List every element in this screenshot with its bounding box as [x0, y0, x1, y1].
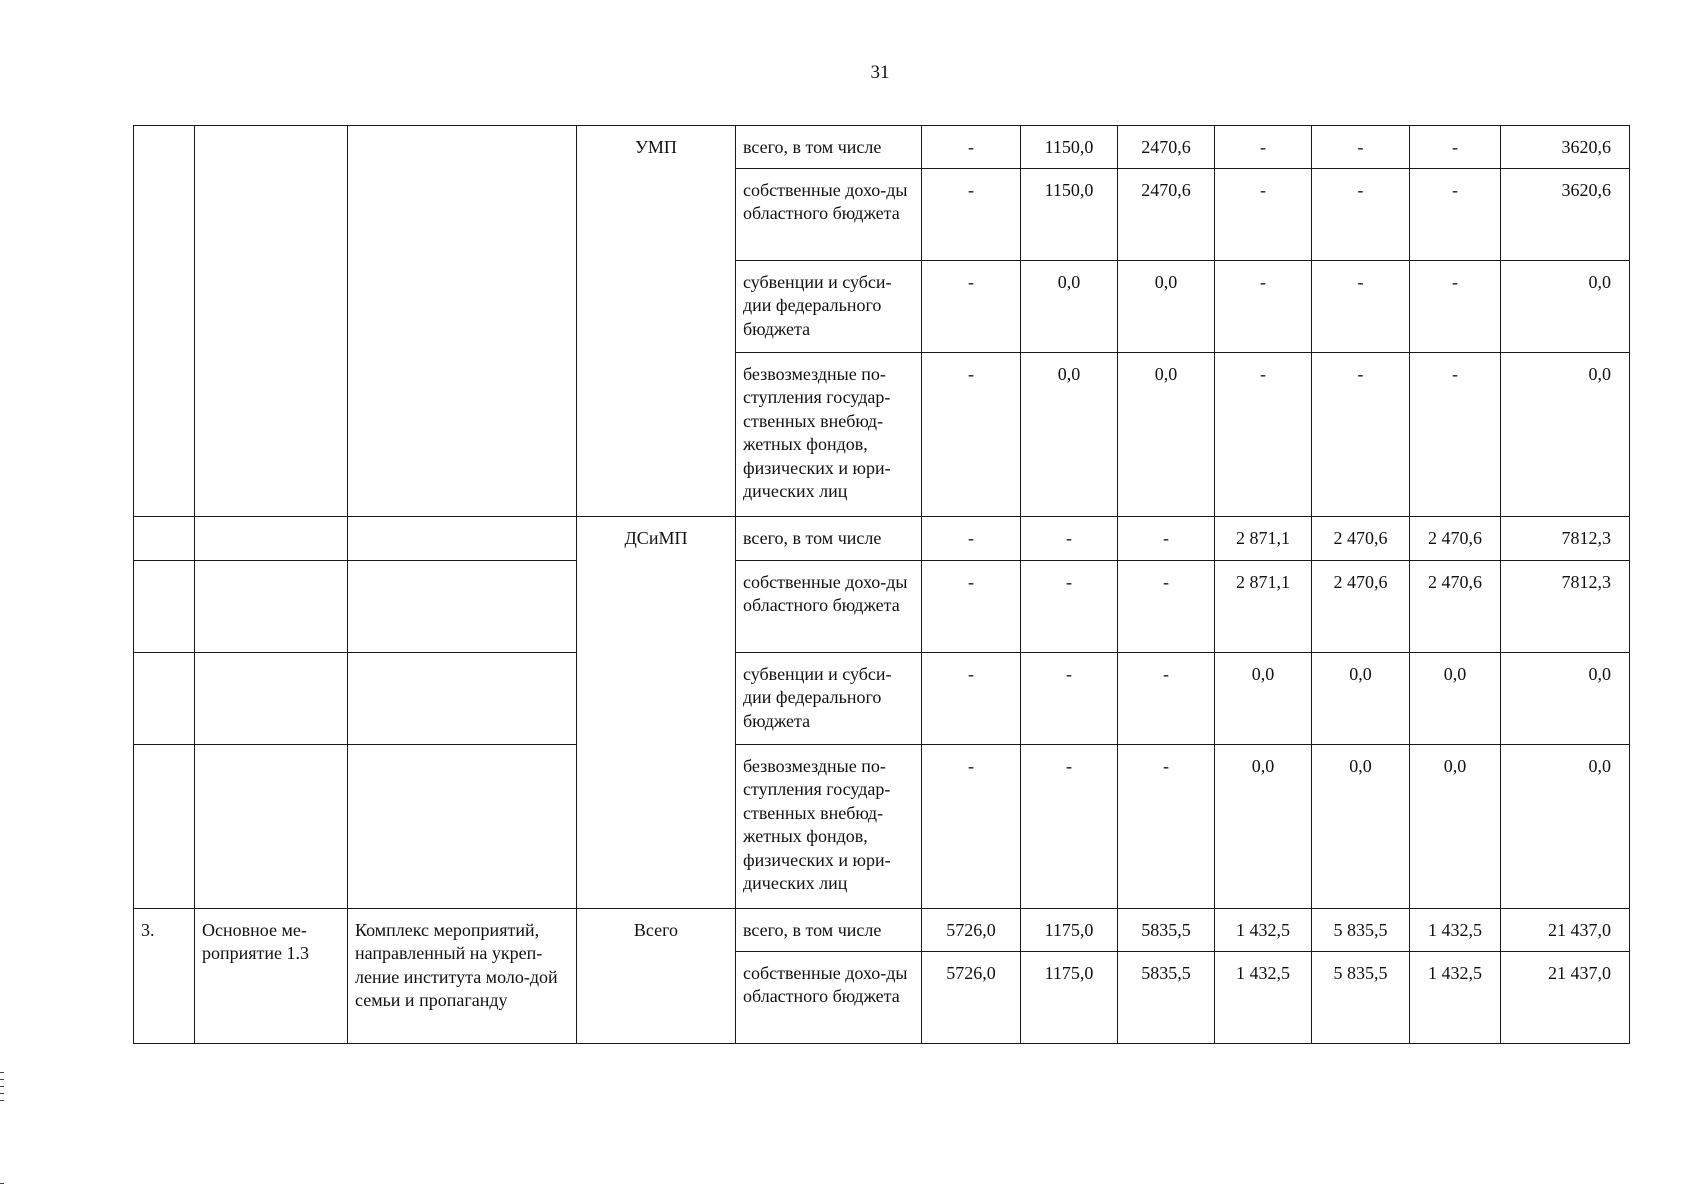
value-cell: 0,0: [1410, 745, 1501, 909]
executor-cell: ДСиМП: [577, 517, 736, 909]
value-cell: 0,0: [1410, 653, 1501, 745]
value-cell: -: [922, 261, 1021, 353]
value-cell: 2 470,6: [1312, 561, 1410, 653]
scan-mark: [0, 1072, 4, 1073]
funding-source: всего, в том числе: [736, 517, 922, 561]
value-cell: 1 432,5: [1215, 909, 1312, 952]
scan-mark: [0, 1086, 4, 1087]
value-cell: 2 470,6: [1312, 517, 1410, 561]
value-cell: -: [1312, 353, 1410, 517]
value-cell: -: [1215, 353, 1312, 517]
description-cell: Комплекс мероприятий, направленный на укреп-ление института моло-дой семьи и пропаганду: [348, 909, 577, 1044]
measure-name-cell: [195, 126, 348, 517]
funding-source: собственные дохо-ды областного бюджета: [736, 952, 922, 1044]
value-cell: -: [1021, 653, 1118, 745]
number-cell: [134, 653, 195, 745]
funding-source: субвенции и субси-дии федерального бюджета: [736, 653, 922, 745]
scan-mark: [0, 1079, 4, 1080]
value-cell: 0,0: [1021, 353, 1118, 517]
value-cell: -: [1118, 653, 1215, 745]
value-cell: 1150,0: [1021, 169, 1118, 261]
value-cell: -: [1215, 261, 1312, 353]
value-cell: 5835,5: [1118, 909, 1215, 952]
funding-source: безвозмездные по-ступления государ-ственных внебюд-жетных фондов, физических и юри-дических лиц: [736, 353, 922, 517]
measure-name-cell: [195, 561, 348, 653]
value-cell: -: [922, 353, 1021, 517]
value-cell: 0,0: [1021, 261, 1118, 353]
value-cell: 5726,0: [922, 952, 1021, 1044]
value-cell: 1175,0: [1021, 909, 1118, 952]
scan-mark: [0, 1100, 4, 1101]
value-cell: 0,0: [1215, 653, 1312, 745]
value-cell: 0,0: [1215, 745, 1312, 909]
description-cell: [348, 561, 577, 653]
value-cell: -: [1118, 517, 1215, 561]
executor-cell: Всего: [577, 909, 736, 1044]
table-row: [134, 517, 1630, 561]
value-cell: -: [1118, 745, 1215, 909]
table-row: [134, 909, 1630, 952]
funding-source: собственные дохо-ды областного бюджета: [736, 169, 922, 261]
value-cell: -: [1021, 561, 1118, 653]
value-cell: -: [922, 745, 1021, 909]
number-cell: 3.: [134, 909, 195, 1044]
value-cell: -: [1312, 169, 1410, 261]
funding-source: безвозмездные по-ступления государ-ственных внебюд-жетных фондов, физических и юри-дических лиц: [736, 745, 922, 909]
value-cell: 2 470,6: [1410, 517, 1501, 561]
funding-source: всего, в том числе: [736, 909, 922, 952]
description-cell: [348, 517, 577, 561]
table-row: [134, 653, 1630, 745]
description-cell: [348, 126, 577, 517]
value-cell: 2 470,6: [1410, 561, 1501, 653]
value-cell: -: [1312, 261, 1410, 353]
page-number: 31: [870, 62, 890, 83]
measure-name-cell: [195, 745, 348, 909]
total-cell: 3620,6: [1501, 169, 1630, 261]
value-cell: -: [1410, 169, 1501, 261]
value-cell: 2 871,1: [1215, 561, 1312, 653]
value-cell: 5 835,5: [1312, 909, 1410, 952]
total-cell: 3620,6: [1501, 126, 1630, 169]
value-cell: 2 871,1: [1215, 517, 1312, 561]
value-cell: 5 835,5: [1312, 952, 1410, 1044]
number-cell: [134, 745, 195, 909]
value-cell: 1 432,5: [1410, 909, 1501, 952]
total-cell: 7812,3: [1501, 517, 1630, 561]
value-cell: -: [1410, 353, 1501, 517]
measure-name-cell: [195, 517, 348, 561]
value-cell: -: [1021, 517, 1118, 561]
value-cell: 5726,0: [922, 909, 1021, 952]
value-cell: 1175,0: [1021, 952, 1118, 1044]
table-row: [134, 745, 1630, 909]
value-cell: 1 432,5: [1215, 952, 1312, 1044]
value-cell: -: [922, 126, 1021, 169]
total-cell: 0,0: [1501, 353, 1630, 517]
scan-mark: [0, 1183, 4, 1184]
value-cell: 0,0: [1118, 353, 1215, 517]
value-cell: 2470,6: [1118, 126, 1215, 169]
number-cell: [134, 126, 195, 517]
value-cell: 0,0: [1118, 261, 1215, 353]
number-cell: [134, 517, 195, 561]
number-cell: [134, 561, 195, 653]
value-cell: -: [1410, 126, 1501, 169]
scan-mark: [0, 1093, 4, 1094]
value-cell: -: [922, 653, 1021, 745]
measure-name-cell: Основное ме-роприятие 1.3: [195, 909, 348, 1044]
total-cell: 21 437,0: [1501, 952, 1630, 1044]
table-row: [134, 126, 1630, 169]
budget-table: [133, 125, 1630, 1044]
description-cell: [348, 745, 577, 909]
total-cell: 0,0: [1501, 261, 1630, 353]
value-cell: 0,0: [1312, 745, 1410, 909]
executor-cell: УМП: [577, 126, 736, 517]
total-cell: 0,0: [1501, 745, 1630, 909]
total-cell: 21 437,0: [1501, 909, 1630, 952]
value-cell: 1150,0: [1021, 126, 1118, 169]
value-cell: -: [1118, 561, 1215, 653]
total-cell: 0,0: [1501, 653, 1630, 745]
table-row: [134, 561, 1630, 653]
description-cell: [348, 653, 577, 745]
value-cell: 1 432,5: [1410, 952, 1501, 1044]
value-cell: -: [1021, 745, 1118, 909]
value-cell: 0,0: [1312, 653, 1410, 745]
funding-source: всего, в том числе: [736, 126, 922, 169]
value-cell: 5835,5: [1118, 952, 1215, 1044]
value-cell: -: [1312, 126, 1410, 169]
measure-name-cell: [195, 653, 348, 745]
value-cell: -: [922, 561, 1021, 653]
value-cell: -: [922, 169, 1021, 261]
funding-source: субвенции и субси-дии федерального бюджета: [736, 261, 922, 353]
value-cell: -: [1410, 261, 1501, 353]
value-cell: 2470,6: [1118, 169, 1215, 261]
funding-source: собственные дохо-ды областного бюджета: [736, 561, 922, 653]
total-cell: 7812,3: [1501, 561, 1630, 653]
value-cell: -: [1215, 126, 1312, 169]
value-cell: -: [922, 517, 1021, 561]
value-cell: -: [1215, 169, 1312, 261]
